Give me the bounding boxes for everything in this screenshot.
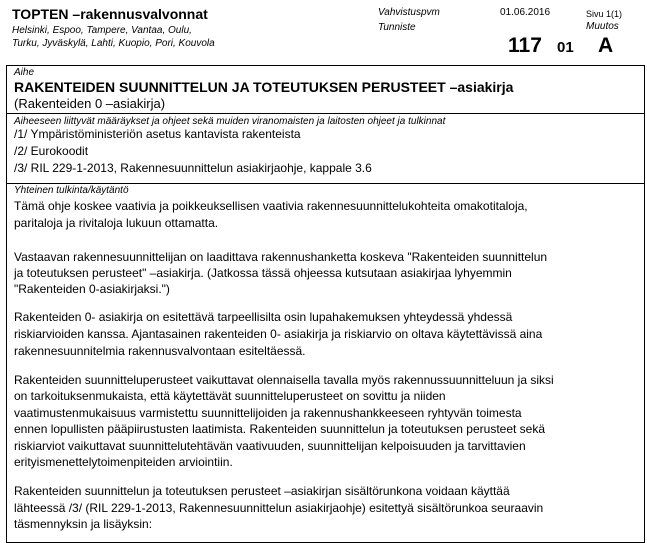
- document-sub-number: 01: [557, 39, 574, 56]
- company-title: TOPTEN –rakennusvalvonnat: [12, 6, 208, 22]
- subject-title: RAKENTEIDEN SUUNNITTELUN JA TOTEUTUKSEN PERUSTEET –asiakirja: [14, 79, 514, 95]
- paragraph-3-line: Rakenteiden 0- asiakirja on esitettävä tarpeellisilta osin lupahakemuksen yhteydessä yhdessä: [14, 310, 513, 324]
- change-label: Muutos: [586, 21, 619, 32]
- subject-label: Aihe: [14, 67, 35, 78]
- paragraph-4-line: on tarkoituksenmukaista, että käytettävät suunnitteluperusteet on sovittu ja niiden: [14, 389, 446, 403]
- paragraph-3-line: rakennesuunnitelmia rakennusvalvontaan esiteltäessä.: [14, 344, 306, 358]
- confirmed-label: Vahvistuspvm: [378, 7, 440, 18]
- paragraph-5-line: täsmennyksin ja lisäyksin:: [14, 517, 153, 531]
- paragraph-5-line: lähteessä /3/ (RIL 229-1-2013, Rakennesuunnittelun asiakirjaohje) esitettyä sisältörunkoa seuraavin: [14, 501, 544, 515]
- paragraph-4-line: ennen lopullisten pääpiirustusten laatimista. Rakenteiden suunnittelun ja toteutuksen perusteet sekä: [14, 422, 546, 436]
- paragraph-4-line: Rakenteiden suunnitteluperusteet vaikuttavat olennaisella tavalla myös rakennussuunnitteluun ja siksi: [14, 373, 554, 387]
- paragraph-2-line: ja toteutuksen perusteet" –asiakirja. (Jatkossa tässä ohjeessa kutsutaan asiakirjaa lyhyemmin: [14, 266, 512, 280]
- page-number: Sivu 1(1): [586, 9, 623, 19]
- confirmed-date: 01.06.2016: [500, 7, 551, 18]
- paragraph-4-line: riskiarviot vaikuttavat suunnittelutehtävän vaativuuden, suunnittelijan kelpoisuuden ja tarvittavien: [14, 439, 526, 453]
- paragraph-1-line: paritaloja ja rivitaloja lukuun ottamatta.: [14, 216, 219, 230]
- paragraph-2-line: "Rakenteiden 0-asiakirjaksi."): [14, 282, 170, 296]
- paragraph-1-line: Tämä ohje koskee vaativia ja poikkeuksellisen vaativia rakennesuunnittelukohteita omakotitaloja,: [14, 199, 528, 213]
- document-number: 117: [508, 34, 542, 57]
- paragraph-4-line: vaatimustenmukaisuus varmistettu suunnittelijoiden ja rakennushankkeeseen ryhtyvän toimesta: [14, 406, 522, 420]
- cities-line-1: Helsinki, Espoo, Tampere, Vantaa, Oulu,: [12, 25, 192, 36]
- paragraph-5-line: Rakenteiden suunnittelun ja toteutuksen perusteet –asiakirjan sisältörunkona voidaan käyttää: [14, 484, 510, 498]
- reference-item-3: /3/ RIL 229-1-2013, Rakennesuunnittelun asiakirjaohje, kappale 3.6: [14, 161, 372, 175]
- reference-item-1: /1/ Ympäristöministeriön asetus kantavista rakenteista: [14, 127, 301, 141]
- references-label: Aiheeseen liittyvät määräykset ja ohjeet sekä muiden viranomaisten ja laitosten ohjeet ja tulkinnat: [14, 116, 446, 127]
- interpretation-box: [6, 183, 645, 543]
- cities-line-2: Turku, Jyväskylä, Lahti, Kuopio, Pori, Kouvola: [12, 38, 215, 49]
- reference-item-2: /2/ Eurokoodit: [14, 144, 89, 158]
- subject-subtitle: (Rakenteiden 0 –asiakirja): [14, 96, 166, 111]
- paragraph-2-line: Vastaavan rakennesuunnittelijan on laadittava rakennushanketta koskeva "Rakenteiden suunnittelun: [14, 250, 548, 264]
- subject-box: [6, 65, 645, 114]
- paragraph-4-line: erityismenettelytoimenpiteiden arviointiin.: [14, 455, 233, 469]
- identifier-label: Tunniste: [378, 22, 416, 33]
- paragraph-3-line: riskiarvioiden kanssa. Ajantasainen rakenteiden 0- asiakirja ja riskiarvio on oltava käytettävissä aina: [14, 327, 543, 341]
- interpretation-label: Yhteinen tulkinta/käytäntö: [14, 185, 129, 196]
- references-box: [6, 113, 645, 184]
- revision-letter: A: [598, 34, 614, 57]
